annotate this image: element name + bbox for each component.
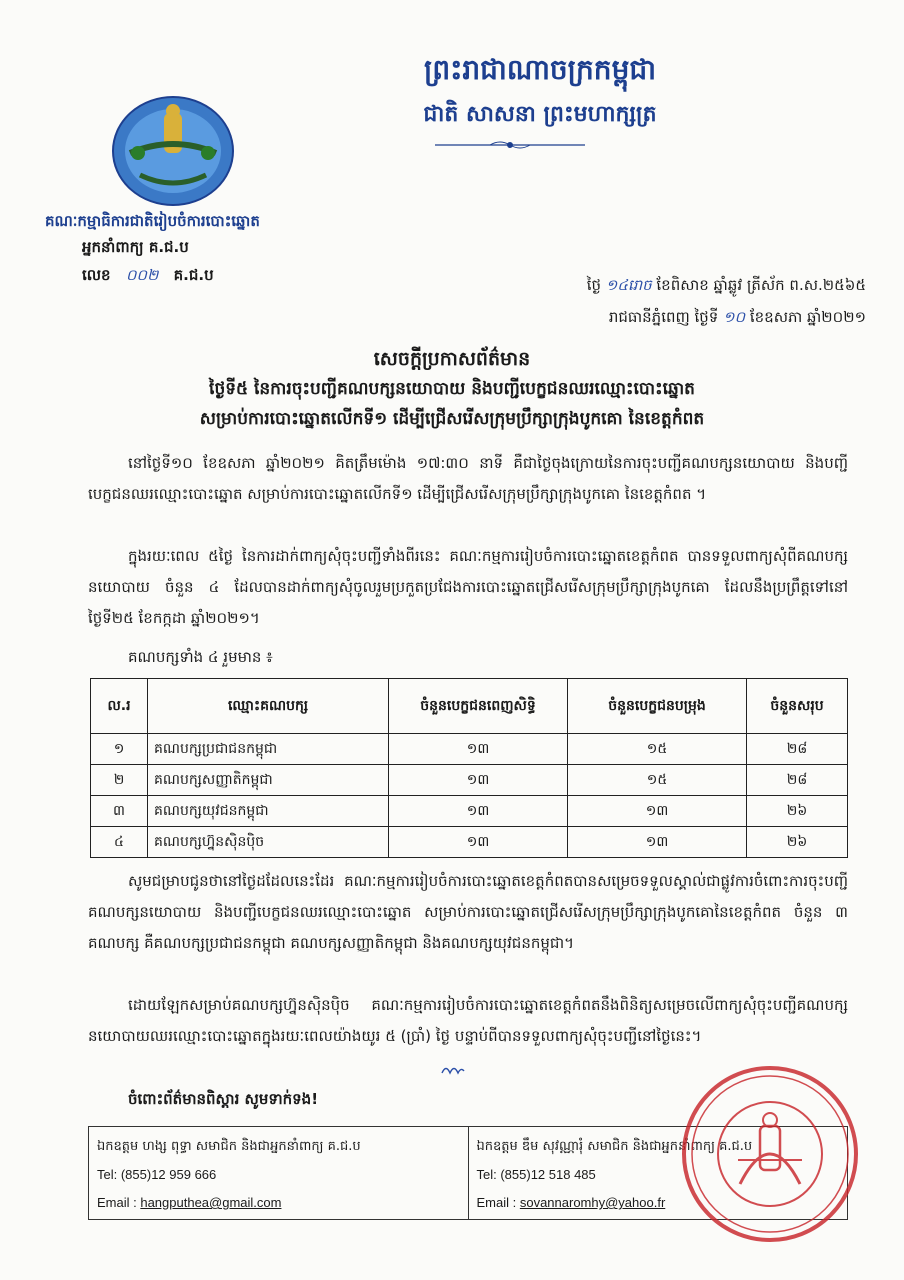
contact-card [89,1127,468,1219]
contact-email-link[interactable]: hangputhea@gmail.com [140,1195,282,1210]
col-header-reserve-candidates: ចំនួនបេក្ខជនបម្រុង [568,679,747,734]
solar-date-prefix: រាជធានីភ្នំពេញ ថ្ងៃទី [608,308,719,326]
col-header-no: ល.រ [91,679,148,734]
reference-suffix: គ.ជ.ប [173,266,214,284]
document-title: សេចក្ដីប្រកាសព័ត៌មាន [373,348,531,370]
committee-name: គណៈកម្មាធិការជាតិរៀបចំការបោះឆ្នោត [45,212,260,230]
contact-email-link[interactable]: sovannaromhy@yahoo.fr [519,1195,666,1210]
contact-email-label: Email : [97,1195,141,1210]
cell-reserve: ១៣ [568,827,747,858]
col-header-party-name: ឈ្មោះគណបក្ស [148,679,389,734]
cell-total: ២៨ [747,734,848,765]
kingdom-title: ព្រះរាជាណាចក្រកម្ពុជា [423,53,656,86]
paragraph-2-text: ក្នុងរយៈពេល ៥ថ្ងៃ នៃការដាក់ពាក្យសុំចុះបញ្ជីទាំងពីរនេះ គណៈកម្មការរៀបចំការបោះឆ្នោតខេត្តកំពត បានទទួលពាក្យសុំពីគណបក្សនយោបាយ ចំនួន ៤ ដែលបានដាក់ពាក្យសុំចូលរួមប្រកួតប្រជែងការបោះឆ្នោតជ្រើសរើសក្រុមប្រឹក្សាក្រុងបូកគោ ដែលនឹងប្រព្រឹត្តទៅនៅថ្ងៃទី២៥ ខែកក្កដា ឆ្នាំ២០២១។ [88,547,848,627]
parties-intro: គណបក្សទាំង ៤ រួមមាន ៖ [128,648,273,666]
lunar-day: ១៤រោច [605,276,652,294]
cell-no: ៤ [91,827,148,858]
contact-email-label: Email : [476,1195,520,1210]
table-row [91,734,848,765]
solar-date-rest: ខែឧសភា ឆ្នាំ២០២១ [749,308,866,326]
paragraph-4-text: ដោយឡែកសម្រាប់គណបក្សហ្វ៊ុនស៊ិនប៉ិច គណៈកម្មការរៀបចំការបោះឆ្នោតខេត្តកំពតនឹងពិនិត្យសម្រេចលើពាក្យសុំចុះបញ្ជីគណបក្សនយោបាយឈរឈ្មោះបោះឆ្នោតក្នុងរយៈពេលយ៉ាងយូរ ៥ (ប្រាំ) ថ្ងៃ បន្ទាប់ពីបានទទួលពាក្យសុំចុះបញ្ជីនៅថ្ងៃនេះ។ [88,996,848,1045]
solar-day: ១០ [723,308,746,326]
handwritten-initials [440,1063,466,1077]
contact-phone: Tel: (855)12 518 485 [476,1167,596,1182]
table-row [91,827,848,858]
cell-total: ២៨ [747,765,848,796]
cell-total: ២៦ [747,796,848,827]
party-table [90,678,848,858]
cell-party-name: គណបក្សយុវជនកម្ពុជា [148,796,389,827]
lunar-date [430,276,866,298]
cell-no: ១ [91,734,148,765]
ornament-divider [430,138,590,152]
reference-label: លេខ [82,266,111,284]
table-header-row [91,679,848,734]
cell-total: ២៦ [747,827,848,858]
cell-no: ៣ [91,796,148,827]
cell-party-name: គណបក្សប្រជាជនកម្ពុជា [148,734,389,765]
reference-value: ០០២ [125,266,159,284]
contact-name: ឯកឧត្តម ហង្ស ពុទ្ធា សមាជិក និងជាអ្នកនាំពាក្យ គ.ជ.ប [97,1139,361,1154]
paragraph-2 [88,541,848,634]
cell-full: ១៣ [389,734,568,765]
paragraph-1-text: នៅថ្ងៃទី១០ ខែឧសភា ឆ្នាំ២០២១ គិតត្រឹមម៉ោង ១៧:៣០ នាទី គឺជាថ្ងៃចុងក្រោយនៃការចុះបញ្ជីគណបក្សនយោបាយ និងបញ្ជីបេក្ខជនឈរឈ្មោះបោះឆ្នោត សម្រាប់ការបោះឆ្នោតលើកទី១ ដើម្បីជ្រើសរើសក្រុមប្រឹក្សាក្រុងបូកគោ នៃខេត្តកំពត ។ [88,454,848,503]
national-motto: ជាតិ សាសនា ព្រះមហាក្សត្រ [423,102,657,127]
contact-name: ឯកឧត្តម ឌឹម សុវណ្ណារុំ សមាជិក និងជាអ្នកនាំពាក្យ គ.ជ.ប [476,1139,753,1154]
lunar-date-rest: ខែពិសាខ ឆ្នាំឆ្លូវ ត្រីស័ក ព.ស.២៥៦៥ [656,276,866,294]
cell-reserve: ១៥ [568,734,747,765]
solar-date [430,308,866,330]
cell-reserve: ១៥ [568,765,747,796]
col-header-full-candidates: ចំនួនបេក្ខជនពេញសិទ្ធិ [389,679,568,734]
cell-full: ១៣ [389,765,568,796]
lunar-date-prefix: ថ្ងៃ [586,276,602,294]
contact-email-row [97,1189,460,1217]
col-header-total: ចំនួនសរុប [747,679,848,734]
cell-full: ១៣ [389,796,568,827]
paragraph-4 [88,990,848,1052]
cell-party-name: គណបក្សសញ្ញាតិកម្ពុជា [148,765,389,796]
spokesperson-label: អ្នកនាំពាក្យ គ.ជ.ប [82,238,189,256]
paragraph-3-text: សូមជម្រាបជូនថានៅថ្ងៃដដែលនេះដែរ គណៈកម្មការរៀបចំការបោះឆ្នោតខេត្តកំពតបានសម្រេចទទួលស្គាល់ជាផ្លូវការចំពោះការចុះបញ្ជីគណបក្សនយោបាយ និងបញ្ជីបេក្ខជនឈរឈ្មោះបោះឆ្នោត សម្រាប់ការបោះឆ្នោតជ្រើសរើសក្រុមប្រឹក្សាក្រុងបូកគោនៃខេត្តកំពត ចំនួន ៣ គណបក្ស គឺគណបក្សប្រជាជនកម្ពុជា គណបក្សសញ្ញាតិកម្ពុជា និងគណបក្សយុវជនកម្ពុជា។ [88,872,848,952]
reference-number [82,266,214,288]
cell-reserve: ១៣ [568,796,747,827]
closing-line: ចំពោះព័ត៌មានពិស្ដារ សូមទាក់ទង! [128,1090,319,1108]
paragraph-1 [88,448,848,510]
document-subtitle-line-1: ថ្ងៃទី៥ នៃការចុះបញ្ជីគណបក្សនយោបាយ និងបញ្ជីបេក្ខជនឈរឈ្មោះបោះឆ្នោត [209,379,695,399]
paragraph-3 [88,866,848,959]
contact-phone: Tel: (855)12 959 666 [97,1167,217,1182]
nec-emblem-logo [110,95,236,207]
table-row [91,765,848,796]
cell-full: ១៣ [389,827,568,858]
document-subtitle-line-2: សម្រាប់ការបោះឆ្នោតលើកទី១ ដើម្បីជ្រើសរើសក្រុមប្រឹក្សាក្រុងបូកគោ នៃខេត្តកំពត [199,409,705,429]
cell-no: ២ [91,765,148,796]
official-seal-stamp [680,1064,860,1244]
table-row [91,796,848,827]
cell-party-name: គណបក្សហ្វ៊ុនស៊ិនប៉ិច [148,827,389,858]
